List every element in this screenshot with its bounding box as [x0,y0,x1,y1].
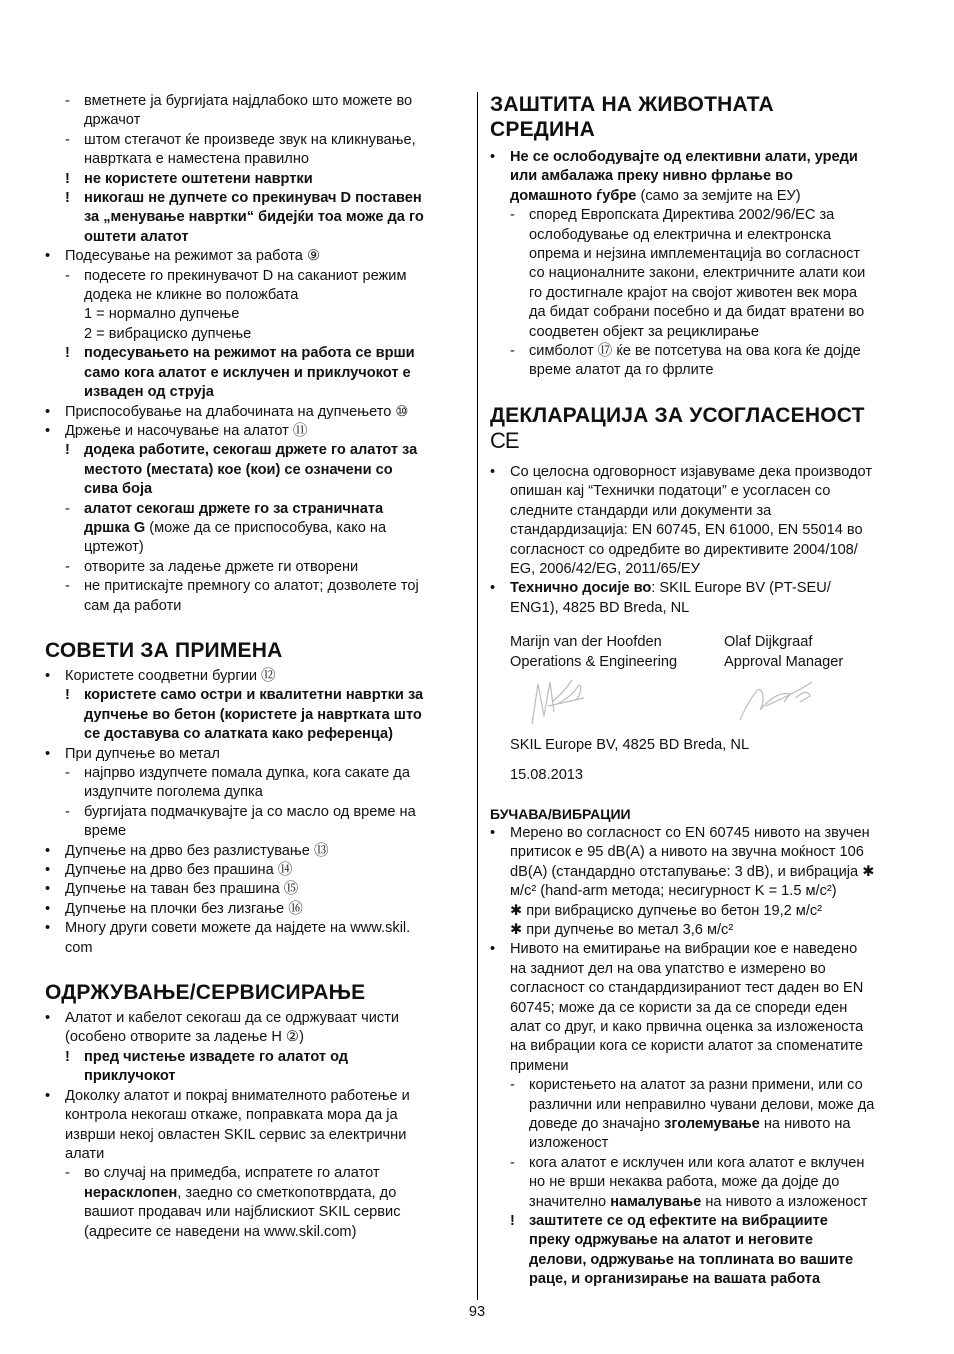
bullet-marker: • [45,920,51,937]
line-text: отворите за ладење држете ги отворени [84,558,359,575]
spacer [490,453,910,463]
warning-item [45,686,465,705]
text-line [490,1193,910,1212]
section-heading: ДЕКЛАРАЦИЈА ЗА УСОГЛАСЕНОСТ [490,403,865,427]
line-text: согласност со стандардизираниот тест даден во EN [510,980,864,997]
line-text: на вибрации кога се користи алатот за споменатите [510,1038,864,1055]
signatory-line [490,632,910,652]
line-text: Дупчење на плочки без лизгање ⑯ [65,900,303,917]
text-line [490,502,910,521]
line-text: оштети алатот [84,228,189,245]
signatory-left: Marijn van der Hoofden [510,634,662,651]
text-line [490,187,910,206]
page-number: 93 [468,1304,486,1320]
warn-marker: ! [65,687,70,704]
dash-marker: - [65,578,70,595]
bullet-marker: • [45,862,51,879]
text-line [490,226,910,245]
line-text: Не се ослободувајте од елективни алати, уреди [510,149,858,165]
line-text: 1 = нормално дупчење [84,306,240,323]
line-text: ослободување од електрична и електронска [529,226,831,243]
line-text: на задниот дел на ова упатство е измерено во [510,960,826,977]
bullet-item [45,247,465,266]
dash-item [45,764,465,783]
line-text: опрема и нејзина имплементација во согласност [529,246,861,263]
text-line [490,482,910,501]
bold-term: Технично досије во [510,580,652,597]
line-text: согласност со одредбите во директивите 2004/108/ [510,541,858,558]
line-text: кога алатот е исклучен или кога алатот е вклучен [529,1154,865,1171]
line-text: или амбалажа преку нивно фрлање во [510,168,793,185]
line-text: , заедно со сметкопотврдата, до [177,1184,397,1201]
text-line [45,111,465,130]
line-text: стандардизација: EN 60745, EN 61000, EN 55014 во [510,522,863,539]
line-text: притисок е 95 dB(A) а нивото на звучна моќност 106 [510,844,864,861]
bullet-item [490,463,910,482]
warning-item [490,1212,910,1231]
bullet-marker: • [45,900,51,917]
line-text: : SKIL Europe BV (PT-SEU/ [651,580,831,597]
signatures [490,672,910,736]
line-text: 15.08.2013 [510,766,584,783]
bullet-item [45,900,465,919]
line-text: Дупчење на дрво без прашина ⑭ [65,862,293,879]
subheading: БУЧАВА/ВИБРАЦИИ [490,805,631,822]
line-text: следните стандарди или документи за [510,502,772,519]
bullet-item [45,919,465,938]
line-text: соодветен објект за рециклирање [529,323,760,340]
line-text: да бидат собрани посебно и да бидат вратени во [529,304,865,321]
warning-item [45,1048,465,1067]
text-line [490,1018,910,1037]
signature-hoofden [528,676,588,728]
line-text: ENG1), 4825 BD Breda, NL [510,599,690,616]
text-line [45,286,465,305]
line-text: значително [529,1193,611,1210]
bullet-marker: • [45,1010,51,1027]
bullet-item [490,824,910,843]
text-line [490,284,910,303]
line-text: подесувањето на режимот на работа се врши [84,345,415,362]
bullet-marker: • [45,403,51,420]
line-text: но не врши некаква работа, може да дојде до [529,1174,840,1191]
line-text: 60745; може да се користи за да се спореди еден [510,999,848,1016]
line-text: dB(A) (стандардно отстапување: 3 dB), и вибрација ✱ [510,863,875,880]
dash-marker: - [65,1165,70,1182]
line-text: Доколку алатот и покрај внимателното работење и [65,1087,410,1104]
line-text: симболот ⑰ ќе ве потсетува на ова кога ќе дојде [529,343,861,360]
text-line [45,1067,465,1086]
dash-item [45,803,465,822]
text-line [45,1223,465,1242]
line-text: се доставува со алатката како референца) [84,726,393,743]
line-text: користењето на алатот за разни примени, или со [529,1077,863,1094]
bullet-marker: • [45,1087,51,1104]
line-text: SKIL Europe BV, 4825 BD Breda, NL [510,737,750,754]
line-text: делови, одржување на топлината во вашите [529,1251,854,1268]
text-line [45,783,465,802]
bullet-item [490,940,910,959]
line-text: најпрво издупчете помала дупка, кога сакате да [84,765,410,781]
bullet-marker: • [490,580,496,597]
bullet-item [490,148,910,167]
bold-term: домашното ѓубре [510,187,637,204]
line-text: (само за земјите на ЕУ) [636,187,801,204]
bullet-marker: • [45,422,51,439]
text-line [45,1203,465,1222]
text-line [490,1096,910,1115]
text-line [490,1231,910,1250]
text-line [490,902,910,921]
text-line [490,1173,910,1192]
bullet-marker: • [490,463,496,480]
section-heading: ЗАШТИТА НА ЖИВОТНАТА [490,93,774,116]
line-text: на нивото а изложеност [701,1193,868,1210]
section-heading: ОДРЖУВАЊЕ/СЕРВИСИРАЊЕ [45,981,366,1005]
text-line [490,541,910,560]
line-text: вашиот продавач или најблискиот SKIL сервис [84,1204,401,1221]
text-line [490,1134,910,1153]
line-text: бургијата подмачкувајте ја со масло од време на [84,803,416,820]
dash-marker: - [510,343,515,360]
left-column [45,92,465,1242]
spacer [490,381,910,403]
dash-marker: - [65,500,70,517]
text-line [45,364,465,383]
bullet-item [45,403,465,422]
warning-item [45,344,465,363]
line-text: Многу други совети можете да најдете на www.skil. [65,920,411,937]
dash-marker: - [510,207,515,224]
dash-item [45,577,465,596]
line-text: ✱ при дупчење во метал 3,6 м/с² [510,921,734,938]
line-text: м/с² (hand-arm метода; несигурност K = 1.5 м/с²) [510,883,837,900]
line-text: Мерено во согласност со EN 60745 нивото на звучен [510,824,870,841]
line-text: преку одржување на алатот и неговите [529,1232,813,1249]
line-text: дупчење во бетон (користете ја навртката што [84,706,422,723]
bold-term: дршка G [84,519,146,536]
spacer [490,618,910,632]
text-line [490,560,910,579]
line-text: контрола некогаш откаже, поправката мора да ја [65,1107,398,1124]
line-text: алатот секогаш држете го за страничната [84,500,384,517]
section-heading: СОВЕТИ ЗА ПРИМЕНА [45,638,283,662]
line-text: Држење и насочување на алатот ⑪ [65,422,308,439]
line-text: во случај на примедба, испратете го алатот [84,1165,380,1182]
warn-marker: ! [65,1048,70,1065]
bullet-item [490,579,910,598]
line-text: го достигнале крајот на својот животен век мора [529,284,858,301]
text-line [45,325,465,344]
bullet-item [45,745,465,764]
line-text: алат со друг, и како првична оценка за изложеноста [510,1019,864,1035]
line-text: само кога алатот е исклучен и приклучокот е [84,364,411,381]
dash-item [45,267,465,286]
signatory-right: Olaf Dijkgraaf [724,634,813,651]
ce-mark: CE [490,427,519,453]
line-text: ✱ при вибрациско дупчење во бетон 19,2 м/с² [510,902,823,919]
line-text: за „менување навртки“ бидејќи тоа може да го [84,209,424,226]
text-line [490,999,910,1018]
line-text: Алатот и кабелот секогаш да се одржуваат чисти [65,1010,400,1027]
text-line [490,863,910,882]
text-line [45,480,465,499]
text-line [490,736,910,755]
signatory-left: Operations & Engineering [510,654,678,671]
bold-term: намалување [610,1193,702,1210]
bullet-item [45,1009,465,1028]
line-text: изврши некој овластен SKIL сервис за електрични [65,1126,407,1143]
line-text: користете само остри и квалитетни навртки за [84,687,424,704]
text-line [45,1126,465,1145]
line-text: навртката е наместена правилно [84,151,309,168]
dash-item [45,558,465,577]
dash-marker: - [510,1077,515,1094]
text-line [490,1270,910,1289]
text-line [45,706,465,725]
line-text: (адресите се наведени на www.skil.com) [84,1223,357,1240]
line-text: држачот [84,112,141,129]
text-line [45,1028,465,1047]
text-line [490,303,910,322]
line-text: алати [65,1145,105,1162]
bullet-item [45,667,465,686]
text-line [45,1106,465,1125]
bullet-item [45,1087,465,1106]
bullet-marker: • [45,745,51,762]
line-text: пред чистење извадете го алатот од [84,1048,349,1065]
text-line [45,538,465,557]
text-line [45,383,465,402]
line-text: на нивото на [759,1116,851,1133]
text-line [45,1145,465,1164]
line-text: (може да се приспособува, како на [145,519,387,536]
dash-marker: - [510,1154,515,1171]
section-heading: СРЕДИНА [490,118,595,141]
line-text: издупчите поголема дупка [84,784,263,801]
text-line [45,939,465,958]
line-text: Користете соодветни бургии ⑫ [65,667,276,684]
text-line [490,1251,910,1270]
text-line [45,725,465,744]
text-line [45,150,465,169]
dash-item [45,1164,465,1183]
line-text: EG, 2006/42/EG, 2011/65/EУ [510,560,700,577]
signature-dijkgraaf [736,676,816,728]
text-line [45,305,465,324]
text-line [45,461,465,480]
line-text: опишан кај “Технички податоци” е усогласен со [510,483,831,500]
text-line [490,264,910,283]
spacer [45,616,465,638]
dash-marker: - [65,558,70,575]
bullet-item [45,861,465,880]
line-text: раце, и организирање на вашата работа [529,1271,821,1288]
line-text: штом стегачот ќе произведе звук на кликнување, [84,131,416,148]
spacer [490,756,910,766]
line-text: Нивото на емитирање на вибрации кое е наведено [510,941,858,958]
line-text: местото (местата) кое (кои) се означени со [84,461,393,478]
line-text: извaден од струја [84,384,214,401]
bullet-marker: • [490,824,496,841]
dash-marker: - [65,93,70,109]
dash-marker: - [65,267,70,284]
line-text: доведе до значајно [529,1116,665,1133]
warn-marker: ! [510,1213,515,1230]
bold-term: зголемување [664,1116,760,1133]
dash-marker: - [65,131,70,148]
text-line [45,228,465,247]
line-text: цртежот) [84,539,144,556]
text-line [490,921,910,940]
text-line [45,1184,465,1203]
line-text: вметнете ја бургијата најдлабоко што можете во [84,93,413,109]
text-line [490,323,910,342]
text-line [490,521,910,540]
bullet-marker: • [490,149,496,165]
bullet-marker: • [45,842,51,859]
warn-marker: ! [65,442,70,459]
text-line [490,361,910,380]
line-text: сива боја [84,481,153,498]
line-text: подесете го прекинувачот D на саканиот режим [84,267,407,284]
dash-item [45,500,465,519]
line-text: com [65,939,93,956]
text-line [490,843,910,862]
text-line [490,960,910,979]
signatory-line [490,652,910,672]
spacer [490,785,910,805]
line-text: Подесување на режимот за работа ⑨ [65,248,321,265]
line-text: додека работите, секогаш држете го алатот за [84,442,418,459]
line-text: изложеност [529,1135,609,1152]
line-text: Дупчење на таван без прашина ⑮ [65,881,299,898]
warn-marker: ! [65,170,70,187]
dash-marker: - [65,803,70,820]
text-line [490,1037,910,1056]
warning-item [45,189,465,208]
text-line [490,882,910,901]
line-text: (особено отворите за ладење H ②) [65,1029,304,1046]
line-text: сам да работи [84,597,182,614]
line-text: според Европската Директива 2002/96/ЕС за [529,207,835,224]
text-line [45,519,465,538]
warn-marker: ! [65,345,70,362]
signatory-right: Approval Manager [724,654,844,671]
dash-item [490,1076,910,1095]
line-text: различни или неправилно чувани делови, може да [529,1096,875,1113]
spacer [45,958,465,980]
bullet-marker: • [45,248,51,265]
dash-item [490,206,910,225]
line-text: не притискајте премногу со алатот; дозволете тој [84,578,419,595]
warning-item [45,170,465,189]
line-text: Со целосна одговорност изјавуваме дека производот [510,463,873,480]
bullet-item [45,842,465,861]
line-text: При дупчење во метал [65,745,220,762]
line-text: Дупчење на дрво без разлистување ⑬ [65,842,329,859]
text-line [490,245,910,264]
line-text: примени [510,1057,569,1074]
text-line [490,766,910,785]
dash-item [490,342,910,361]
text-line [490,979,910,998]
text-line [45,822,465,841]
text-line [490,1115,910,1134]
dash-item [45,131,465,150]
bullet-marker: • [490,941,496,958]
line-text: време [84,823,127,840]
bold-term: нерасклопен [84,1184,178,1201]
bullet-item [45,880,465,899]
line-text: додека не кликне во положбата [84,287,299,304]
line-text: време алатот да го фрлите [529,362,714,379]
line-text: 2 = вибрациско дупчење [84,325,252,342]
dash-item [490,1154,910,1173]
text-line [45,597,465,616]
warn-marker: ! [65,190,70,207]
text-line [490,599,910,618]
column-divider [477,92,478,1300]
dash-marker: - [65,765,70,781]
line-text: не користете оштетени навртки [84,170,313,187]
text-line [490,167,910,186]
bullet-marker: • [45,667,51,684]
text-line [490,1057,910,1076]
line-text: никогаш не дупчете со прекинувач D поставен [84,190,422,207]
right-column [490,92,910,1290]
bullet-item [45,422,465,441]
warning-item [45,441,465,460]
line-text: со националните закони, електричните алати кои [529,265,866,282]
line-text: приклучокот [84,1068,176,1085]
line-text: заштитете се од ефектите на вибрациите [529,1213,828,1230]
dash-item [45,92,465,111]
line-text: Приспособување на длабочината на дупчењето ⑩ [65,403,409,420]
bullet-marker: • [45,881,51,898]
text-line [45,208,465,227]
